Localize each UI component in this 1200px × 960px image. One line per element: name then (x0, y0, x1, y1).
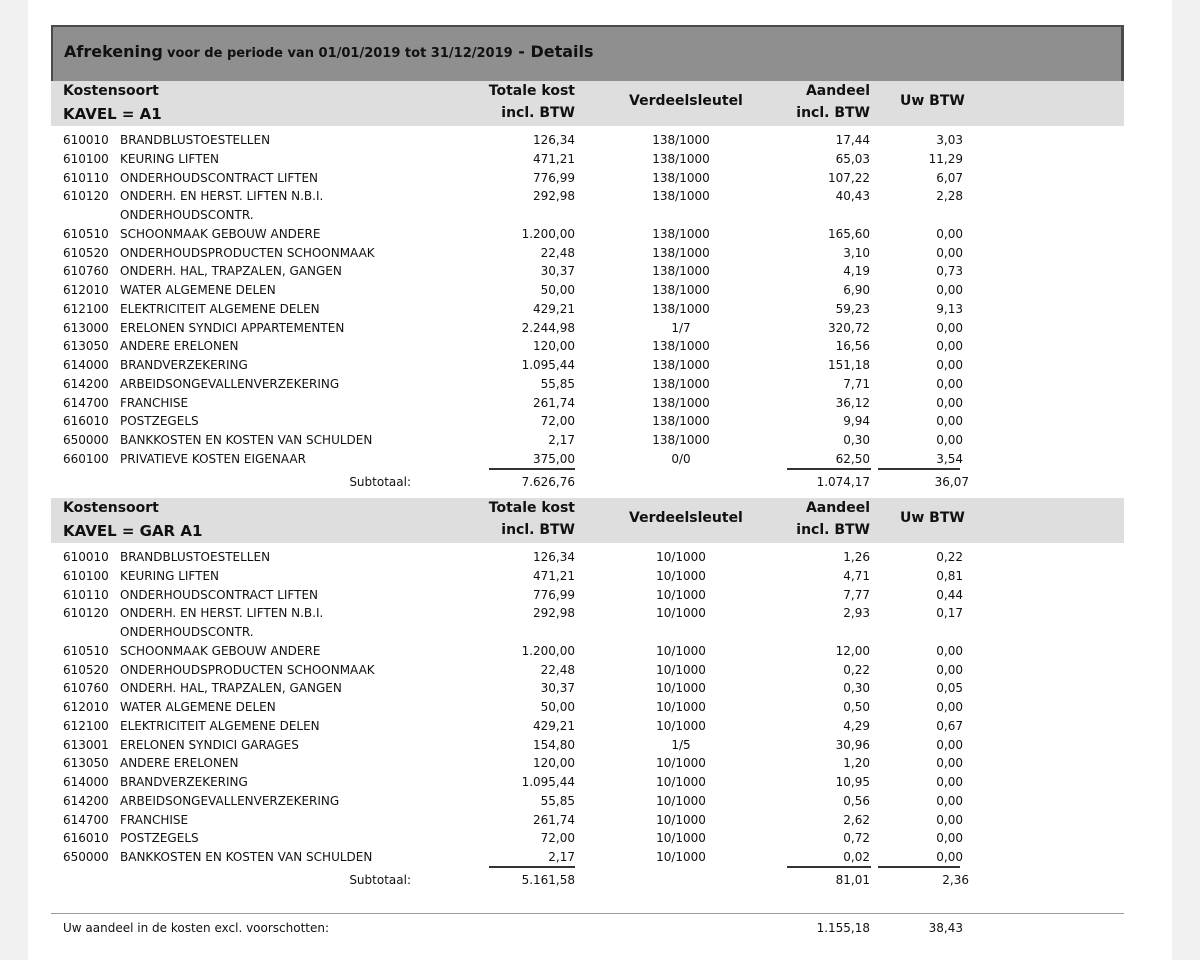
cost-code: 650000 (63, 433, 109, 447)
total-cost-rule (489, 866, 575, 868)
share-amount: 0,02 (843, 850, 870, 864)
col-uw-btw: Uw BTW (900, 93, 965, 109)
column-header (51, 498, 1124, 543)
vat-amount: 0,00 (936, 793, 963, 808)
vat-amount: 0,17 (936, 606, 963, 621)
col-verdeelsleutel: Verdeelsleutel (629, 510, 743, 526)
vat-amount: 0,00 (936, 245, 963, 260)
cost-code: 613050 (63, 756, 109, 771)
cost-description: ERELONEN SYNDICI GARAGES (120, 737, 299, 752)
share-amount: 0,50 (843, 700, 870, 714)
share-amount: 4,19 (843, 264, 870, 279)
table-row (51, 642, 1124, 661)
total-cost: 1.200,00 (521, 643, 575, 658)
subtotal-total-cost: 5.161,58 (521, 872, 575, 887)
share-amount: 320,72 (828, 320, 870, 335)
distribution-key: 10/1000 (656, 831, 706, 846)
distribution-key: 10/1000 (656, 587, 706, 602)
cost-description: ONDERHOUDSPRODUCTEN SCHOONMAAK (120, 662, 375, 677)
distribution-key: 138/1000 (652, 283, 710, 297)
share-amount: 7,71 (843, 376, 870, 391)
total-cost: 2.244,98 (521, 320, 575, 335)
cost-code: 610760 (63, 681, 109, 696)
vat-amount: 0,81 (936, 568, 963, 583)
col-totale-kost-sub: incl. BTW (501, 522, 575, 538)
cost-description: KEURING LIFTEN (120, 568, 220, 583)
col-uw-btw: Uw BTW (900, 510, 965, 526)
cost-code: 612010 (63, 283, 109, 297)
total-cost: 55,85 (540, 793, 575, 808)
vat-amount: 0,05 (936, 681, 963, 696)
cost-description: FRANCHISE (120, 395, 189, 410)
table-row (51, 623, 1124, 642)
table-row (51, 262, 1124, 281)
share-amount: 17,44 (835, 133, 870, 147)
cost-code: 616010 (63, 414, 109, 429)
share-amount: 4,71 (843, 568, 870, 583)
subtotal-vat: 36,07 (934, 474, 969, 489)
cost-description: POSTZEGELS (120, 414, 199, 429)
cost-code: 612100 (63, 718, 109, 733)
cost-description: PRIVATIEVE KOSTEN EIGENAAR (120, 451, 306, 466)
share-amount: 7,77 (843, 587, 870, 602)
vat-amount: 0,00 (936, 737, 963, 752)
total-cost: 30,37 (540, 264, 575, 279)
cost-code: 614700 (63, 812, 109, 827)
share-amount: 1,26 (843, 550, 870, 564)
total-cost: 55,85 (540, 376, 575, 391)
total-cost: 471,21 (533, 568, 575, 583)
share-rule (787, 866, 871, 868)
vat-amount: 0,00 (936, 756, 963, 771)
vat-amount: 0,00 (936, 433, 963, 447)
share-amount: 12,00 (835, 643, 870, 658)
distribution-key: 138/1000 (652, 358, 710, 372)
cost-code: 610100 (63, 568, 109, 583)
table-row (51, 548, 1124, 567)
share-amount: 10,95 (835, 775, 870, 789)
cost-code: 614200 (63, 793, 109, 808)
vat-amount: 9,13 (936, 301, 963, 316)
subtotal-label: Subtotaal: (349, 872, 411, 887)
col-kostensoort: Kostensoort (63, 500, 159, 516)
vat-amount: 0,00 (936, 376, 963, 391)
table-row (51, 300, 1124, 319)
distribution-key: 10/1000 (656, 662, 706, 677)
table-row (51, 567, 1124, 586)
vat-amount: 0,67 (936, 718, 963, 733)
cost-description: ONDERHOUDSPRODUCTEN SCHOONMAAK (120, 245, 375, 260)
cost-code: 610760 (63, 264, 109, 279)
distribution-key: 10/1000 (656, 775, 706, 789)
table-row (51, 792, 1124, 811)
total-cost: 154,80 (533, 737, 575, 752)
subtotal-vat: 2,36 (942, 872, 969, 887)
col-kostensoort: Kostensoort (63, 83, 159, 99)
share-amount: 59,23 (835, 301, 870, 316)
footer-total-row (51, 918, 1124, 938)
distribution-key: 10/1000 (656, 606, 706, 621)
footer-label: Uw aandeel in de kosten excl. voorschotten: (63, 921, 330, 935)
footer-aandeel: 1.155,18 (816, 921, 870, 935)
table-row (51, 604, 1124, 623)
total-cost: 72,00 (540, 831, 575, 846)
cost-code: 612010 (63, 700, 109, 714)
total-cost: 375,00 (533, 451, 575, 466)
vat-amount: 0,00 (936, 283, 963, 297)
table-row (51, 356, 1124, 375)
title-main: Afrekening (64, 42, 163, 61)
vat-amount: 2,28 (936, 189, 963, 204)
share-amount: 0,30 (843, 433, 870, 447)
distribution-key: 138/1000 (652, 245, 710, 260)
table-row (51, 375, 1124, 394)
title-period: voor de periode van 01/01/2019 tot 31/12/2019 (167, 46, 513, 61)
cost-description: BRANDBLUSTOESTELLEN (120, 133, 271, 147)
share-amount: 16,56 (835, 339, 870, 354)
total-cost: 2,17 (548, 433, 575, 447)
table-row (51, 736, 1124, 755)
total-cost: 1.095,44 (521, 775, 575, 789)
vat-amount: 0,22 (936, 550, 963, 564)
cost-code: 610520 (63, 245, 109, 260)
share-amount: 40,43 (835, 189, 870, 204)
cost-code: 650000 (63, 850, 109, 864)
cost-description: ERELONEN SYNDICI APPARTEMENTEN (120, 320, 345, 335)
table-row (51, 811, 1124, 830)
subtotal-share: 1.074,17 (816, 474, 870, 489)
share-amount: 165,60 (828, 226, 870, 241)
vat-amount: 0,00 (936, 339, 963, 354)
cost-code: 613000 (63, 320, 109, 335)
cost-code: 610120 (63, 606, 109, 621)
table-row (51, 698, 1124, 717)
footer-btw: 38,43 (928, 921, 963, 935)
cost-code: 610120 (63, 189, 109, 204)
total-cost: 126,34 (533, 550, 575, 564)
subtotal-row (51, 473, 1124, 492)
share-amount: 0,72 (843, 831, 870, 846)
distribution-key: 138/1000 (652, 414, 710, 429)
cost-description: ONDERH. HAL, TRAPZALEN, GANGEN (120, 681, 342, 696)
total-cost: 292,98 (533, 606, 575, 621)
table-row (51, 586, 1124, 605)
col-aandeel-sub: incl. BTW (796, 522, 870, 538)
cost-description: ANDERE ERELONEN (120, 756, 239, 771)
distribution-key: 10/1000 (656, 681, 706, 696)
share-amount: 30,96 (835, 737, 870, 752)
share-amount: 65,03 (835, 151, 870, 166)
table-row (51, 319, 1124, 338)
share-amount: 151,18 (828, 358, 870, 372)
total-cost: 126,34 (533, 133, 575, 147)
share-amount: 1,20 (843, 756, 870, 771)
distribution-key: 138/1000 (652, 133, 710, 147)
total-cost: 776,99 (533, 170, 575, 185)
share-amount: 62,50 (835, 451, 870, 466)
cost-code: 610100 (63, 151, 109, 166)
cost-code: 610110 (63, 587, 109, 602)
share-amount: 2,93 (843, 606, 870, 621)
subtotal-row (51, 871, 1124, 890)
cost-code: 614000 (63, 775, 109, 789)
vat-amount: 0,00 (936, 643, 963, 658)
kavel-label: KAVEL = GAR A1 (63, 522, 203, 540)
cost-description: ONDERHOUDSCONTR. (120, 625, 254, 639)
vat-amount: 0,00 (936, 414, 963, 429)
distribution-key: 138/1000 (652, 151, 710, 166)
table-row (51, 244, 1124, 263)
vat-amount: 6,07 (936, 170, 963, 185)
cost-code: 612100 (63, 301, 109, 316)
cost-code: 610010 (63, 133, 109, 147)
kavel-label: KAVEL = A1 (63, 105, 162, 123)
vat-amount: 3,03 (936, 133, 963, 147)
cost-description: WATER ALGEMENE DELEN (120, 700, 276, 714)
share-amount: 6,90 (843, 283, 870, 297)
cost-description: ANDERE ERELONEN (120, 339, 239, 354)
col-aandeel-sub: incl. BTW (796, 105, 870, 121)
subtotal-label: Subtotaal: (349, 474, 411, 489)
cost-code: 614200 (63, 376, 109, 391)
distribution-key: 138/1000 (652, 376, 710, 391)
table-row (51, 187, 1124, 206)
total-cost: 22,48 (540, 662, 575, 677)
vat-amount: 0,73 (936, 264, 963, 279)
cost-code: 613001 (63, 737, 109, 752)
total-cost-rule (489, 468, 575, 470)
vat-amount: 3,54 (936, 451, 963, 466)
total-cost: 1.095,44 (521, 358, 575, 372)
distribution-key: 0/0 (671, 451, 691, 466)
cost-code: 614700 (63, 395, 109, 410)
vat-amount: 0,00 (936, 700, 963, 714)
cost-description: POSTZEGELS (120, 831, 199, 846)
table-row (51, 337, 1124, 356)
col-verdeelsleutel: Verdeelsleutel (629, 93, 743, 109)
vat-rule (878, 468, 960, 470)
distribution-key: 138/1000 (652, 339, 710, 354)
vat-amount: 0,00 (936, 226, 963, 241)
vat-amount: 0,44 (936, 587, 963, 602)
total-cost: 120,00 (533, 339, 575, 354)
distribution-key: 138/1000 (652, 226, 710, 241)
cost-code: 610520 (63, 662, 109, 677)
distribution-key: 138/1000 (652, 433, 710, 447)
vat-amount: 0,00 (936, 812, 963, 827)
distribution-key: 10/1000 (656, 700, 706, 714)
cost-description: KEURING LIFTEN (120, 151, 220, 166)
cost-description: BRANDBLUSTOESTELLEN (120, 550, 271, 564)
cost-description: ONDERH. HAL, TRAPZALEN, GANGEN (120, 264, 342, 279)
table-row (51, 661, 1124, 680)
report-title (64, 42, 594, 61)
total-cost: 429,21 (533, 301, 575, 316)
share-amount: 36,12 (835, 395, 870, 410)
cost-code: 613050 (63, 339, 109, 354)
share-amount: 0,56 (843, 793, 870, 808)
report-header (51, 25, 1124, 81)
title-details: Details (530, 42, 594, 61)
table-row (51, 679, 1124, 698)
table-row (51, 150, 1124, 169)
table-row (51, 848, 1124, 867)
distribution-key: 10/1000 (656, 756, 706, 771)
distribution-key: 138/1000 (652, 395, 710, 410)
footer-divider (51, 913, 1124, 914)
total-cost: 2,17 (548, 850, 575, 864)
table-row (51, 431, 1124, 450)
distribution-key: 10/1000 (656, 850, 706, 864)
vat-amount: 11,29 (928, 151, 963, 166)
share-rule (787, 468, 871, 470)
col-aandeel: Aandeel (805, 500, 870, 516)
cost-code: 614000 (63, 358, 109, 372)
col-totale-kost: Totale kost (488, 500, 575, 516)
table-row (51, 773, 1124, 792)
total-cost: 30,37 (540, 681, 575, 696)
vat-amount: 0,00 (936, 662, 963, 677)
share-amount: 0,30 (843, 681, 870, 696)
total-cost: 776,99 (533, 587, 575, 602)
table-row (51, 450, 1124, 469)
share-amount: 3,10 (843, 245, 870, 260)
distribution-key: 1/5 (671, 737, 691, 752)
cost-description: BANKKOSTEN EN KOSTEN VAN SCHULDEN (120, 433, 373, 447)
cost-description: ONDERHOUDSCONTR. (120, 208, 254, 222)
table-row (51, 281, 1124, 300)
total-cost: 22,48 (540, 245, 575, 260)
distribution-key: 138/1000 (652, 170, 710, 185)
cost-code: 610110 (63, 170, 109, 185)
cost-description: ELEKTRICITEIT ALGEMENE DELEN (120, 301, 320, 316)
table-row (51, 225, 1124, 244)
vat-amount: 0,00 (936, 775, 963, 789)
total-cost: 50,00 (540, 700, 575, 714)
cost-description: BRANDVERZEKERING (120, 358, 248, 372)
table-row (51, 131, 1124, 150)
distribution-key: 138/1000 (652, 301, 710, 316)
cost-description: BANKKOSTEN EN KOSTEN VAN SCHULDEN (120, 850, 373, 864)
cost-description: SCHOONMAAK GEBOUW ANDERE (120, 643, 321, 658)
subtotal-total-cost: 7.626,76 (521, 474, 575, 489)
total-cost: 261,74 (533, 395, 575, 410)
title-dash: - (512, 42, 531, 61)
distribution-key: 138/1000 (652, 264, 710, 279)
distribution-key: 1/7 (671, 320, 691, 335)
total-cost: 72,00 (540, 414, 575, 429)
share-amount: 2,62 (843, 812, 870, 827)
cost-code: 610510 (63, 226, 109, 241)
cost-description: WATER ALGEMENE DELEN (120, 283, 276, 297)
cost-description: ONDERHOUDSCONTRACT LIFTEN (120, 170, 318, 185)
total-cost: 292,98 (533, 189, 575, 204)
cost-description: ONDERH. EN HERST. LIFTEN N.B.I. (120, 606, 324, 621)
col-totale-kost-sub: incl. BTW (501, 105, 575, 121)
cost-description: ONDERH. EN HERST. LIFTEN N.B.I. (120, 189, 324, 204)
distribution-key: 10/1000 (656, 812, 706, 827)
cost-description: ONDERHOUDSCONTRACT LIFTEN (120, 587, 318, 602)
cost-description: ARBEIDSONGEVALLENVERZEKERING (120, 793, 340, 808)
distribution-key: 10/1000 (656, 718, 706, 733)
vat-amount: 0,00 (936, 850, 963, 864)
distribution-key: 10/1000 (656, 793, 706, 808)
vat-amount: 0,00 (936, 831, 963, 846)
total-cost: 261,74 (533, 812, 575, 827)
table-row (51, 754, 1124, 773)
total-cost: 429,21 (533, 718, 575, 733)
total-cost: 120,00 (533, 756, 575, 771)
vat-amount: 0,00 (936, 395, 963, 410)
total-cost: 50,00 (540, 283, 575, 297)
cost-description: BRANDVERZEKERING (120, 775, 248, 789)
table-row (51, 412, 1124, 431)
vat-rule (878, 866, 960, 868)
share-amount: 107,22 (828, 170, 870, 185)
cost-description: SCHOONMAAK GEBOUW ANDERE (120, 226, 321, 241)
cost-code: 610510 (63, 643, 109, 658)
share-amount: 9,94 (843, 414, 870, 429)
col-totale-kost: Totale kost (488, 83, 575, 99)
total-cost: 1.200,00 (521, 226, 575, 241)
distribution-key: 10/1000 (656, 568, 706, 583)
col-aandeel: Aandeel (805, 83, 870, 99)
table-row (51, 206, 1124, 225)
share-amount: 0,22 (843, 662, 870, 677)
cost-description: FRANCHISE (120, 812, 189, 827)
cost-description: ELEKTRICITEIT ALGEMENE DELEN (120, 718, 320, 733)
cost-code: 610010 (63, 550, 109, 564)
table-row (51, 829, 1124, 848)
table-row (51, 394, 1124, 413)
distribution-key: 10/1000 (656, 643, 706, 658)
cost-description: ARBEIDSONGEVALLENVERZEKERING (120, 376, 340, 391)
table-row (51, 717, 1124, 736)
vat-amount: 0,00 (936, 320, 963, 335)
cost-code: 660100 (63, 451, 109, 466)
distribution-key: 10/1000 (656, 550, 706, 564)
column-header (51, 81, 1124, 126)
vat-amount: 0,00 (936, 358, 963, 372)
distribution-key: 138/1000 (652, 189, 710, 204)
total-cost: 471,21 (533, 151, 575, 166)
share-amount: 4,29 (843, 718, 870, 733)
table-row (51, 169, 1124, 188)
subtotal-share: 81,01 (835, 872, 870, 887)
cost-code: 616010 (63, 831, 109, 846)
